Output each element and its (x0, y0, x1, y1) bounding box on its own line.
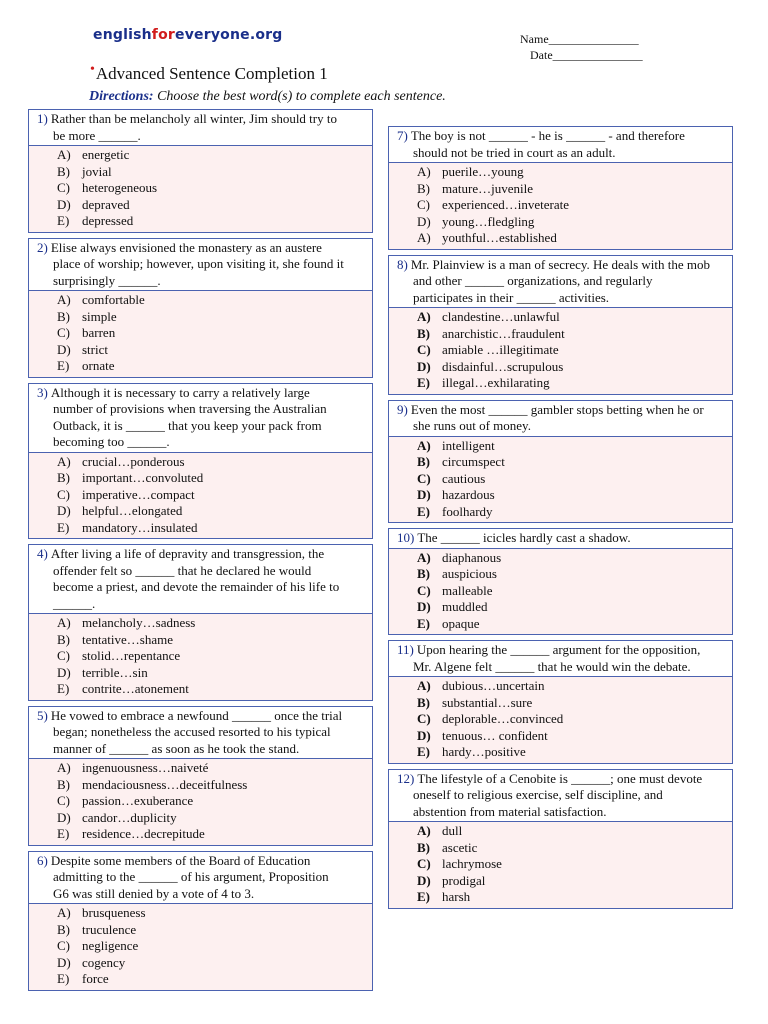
option-text: disdainful…scrupulous (442, 358, 564, 374)
answer-options (388, 677, 733, 764)
option-text: circumspect (442, 454, 505, 469)
answer-options (28, 614, 373, 701)
answer-option[interactable] (417, 616, 732, 633)
question-text: Although it is necessary to carry a relatively large (50, 384, 310, 400)
option-letter: D) (57, 503, 71, 518)
option-text: muddled (442, 599, 488, 614)
page-title-text: Advanced Sentence Completion 1 (95, 64, 328, 83)
option-text: malleable (442, 582, 493, 598)
option-letter: C) (57, 180, 70, 195)
option-text: prodigal (442, 872, 486, 888)
question-line (37, 111, 366, 128)
directions-text: Choose the best word(s) to complete each sentence. (157, 89, 446, 104)
answer-option[interactable] (417, 566, 732, 583)
option-letter: C) (417, 856, 431, 871)
answer-option[interactable] (57, 905, 372, 922)
option-text: heterogeneous (82, 180, 158, 195)
option-letter: C) (57, 793, 70, 808)
answer-options (388, 822, 733, 909)
question-line: participates in their ______ activities. (413, 289, 610, 305)
question-stem (28, 109, 373, 146)
option-letter: A) (57, 615, 71, 630)
question-stem (388, 126, 733, 163)
question-stem (28, 706, 373, 760)
option-text: brusqueness (82, 905, 146, 920)
question-text: The boy is not ______ - he is ______ - and therefore (410, 128, 685, 143)
answer-option[interactable] (57, 503, 372, 520)
question-text: He vowed to embrace a newfound ______ once the trial (50, 707, 343, 723)
answer-option[interactable] (57, 342, 372, 359)
question-line: G6 was still denied by a vote of 4 to 3. (53, 885, 255, 901)
option-letter: E) (57, 213, 70, 228)
option-text: intelligent (442, 437, 495, 453)
option-text: deplorable…convinced (442, 711, 564, 726)
option-letter: A) (417, 164, 431, 179)
question-stem (28, 544, 373, 614)
option-text: dull (442, 823, 463, 838)
option-letter: D) (57, 341, 71, 357)
answer-option[interactable] (417, 823, 732, 840)
option-text: force (82, 971, 109, 986)
option-letter: E) (417, 503, 430, 519)
question-number: 3) (37, 384, 48, 400)
question-12 (388, 769, 733, 909)
option-text: helpful…elongated (82, 503, 183, 518)
name-date-block (520, 31, 643, 63)
option-letter: C) (417, 711, 431, 726)
answer-option[interactable] (417, 438, 732, 455)
question-line (397, 257, 726, 274)
answer-option[interactable] (57, 180, 372, 197)
option-text: ornate (82, 358, 115, 373)
question-line (397, 128, 726, 145)
question-number: 9) (397, 401, 408, 417)
option-letter: A) (57, 292, 71, 307)
question-5 (28, 706, 373, 846)
option-letter: D) (417, 213, 431, 229)
question-stem (388, 255, 733, 309)
answer-option[interactable] (57, 520, 372, 537)
answer-option[interactable] (57, 358, 372, 375)
question-text: Elise always envisioned the monastery as an austere (50, 239, 322, 255)
answer-option[interactable] (417, 856, 732, 873)
option-letter: B) (57, 308, 70, 324)
question-number: 12) (397, 770, 415, 786)
question-line: offender felt so ______ that he declared he would (53, 562, 312, 578)
question-line: admitting to the ______ of his argument, Proposition (53, 869, 329, 884)
question-stem (28, 238, 373, 292)
option-text: young…fledgling (442, 213, 535, 229)
option-letter: B) (417, 839, 430, 855)
question-number: 10) (397, 530, 415, 545)
option-letter: A) (57, 905, 71, 920)
option-letter: D) (417, 727, 431, 743)
question-stem (388, 528, 733, 549)
option-text: illegal…exhilarating (442, 375, 550, 390)
question-line: number of provisions when traversing the Australian (53, 401, 327, 416)
question-number: 8) (397, 256, 408, 272)
question-3 (28, 383, 373, 540)
question-text: The ______ icicles hardly cast a shadow. (417, 530, 631, 545)
option-letter: D) (417, 872, 431, 888)
answer-option[interactable] (57, 938, 372, 955)
option-letter: E) (57, 971, 70, 986)
option-text: puerile…young (442, 164, 524, 179)
answer-option[interactable] (417, 230, 732, 247)
option-text: depressed (82, 213, 134, 228)
answer-option[interactable] (57, 213, 372, 230)
answer-option[interactable] (57, 309, 372, 326)
option-text: harsh (442, 889, 471, 904)
answer-option[interactable] (57, 487, 372, 504)
option-letter: B) (417, 454, 430, 469)
answer-option[interactable] (57, 681, 372, 698)
answer-option[interactable] (57, 632, 372, 649)
question-number: 5) (37, 707, 48, 723)
option-letter: D) (417, 487, 431, 502)
question-stem (28, 383, 373, 453)
question-text: Despite some members of the Board of Education (50, 852, 311, 868)
question-line (37, 708, 366, 725)
answer-option[interactable] (417, 744, 732, 761)
option-text: hardy…positive (442, 744, 526, 759)
question-stem (388, 400, 733, 437)
answer-option[interactable] (57, 615, 372, 632)
question-line: place of worship; however, upon visiting it, she found it (53, 256, 344, 271)
option-letter: A) (417, 230, 431, 245)
option-letter: D) (57, 954, 71, 970)
answer-option[interactable] (57, 197, 372, 214)
answer-option[interactable] (417, 164, 732, 181)
answer-option[interactable] (417, 728, 732, 745)
option-text: mandatory…insulated (82, 519, 198, 535)
question-stem (28, 851, 373, 905)
option-letter: C) (57, 486, 70, 502)
option-text: mature…juvenile (442, 180, 533, 196)
option-letter: B) (57, 921, 70, 937)
date-line: Date_______________ (530, 48, 643, 62)
answer-option[interactable] (417, 583, 732, 600)
question-line: oneself to religious exercise, self discipline, and (413, 787, 663, 802)
answer-option[interactable] (57, 777, 372, 794)
option-letter: A) (57, 453, 71, 469)
option-letter: E) (417, 889, 430, 904)
answer-option[interactable] (417, 471, 732, 488)
answer-option[interactable] (417, 873, 732, 890)
option-letter: C) (417, 342, 431, 357)
question-line: she runs out of money. (413, 418, 531, 433)
question-7 (388, 126, 733, 250)
answer-option[interactable] (417, 342, 732, 359)
option-text: residence…decrepitude (82, 826, 205, 841)
question-line (37, 853, 366, 870)
option-letter: C) (417, 582, 431, 598)
option-letter: C) (417, 197, 430, 212)
option-text: tenuous… confident (442, 727, 548, 743)
answer-option[interactable] (417, 599, 732, 616)
question-text: Upon hearing the ______ argument for the opposition, (416, 642, 701, 657)
answer-option[interactable] (417, 375, 732, 392)
question-line (397, 771, 726, 788)
option-letter: A) (417, 549, 431, 565)
option-letter: E) (57, 681, 70, 696)
question-text: Rather than be melancholy all winter, Jim should try to (50, 111, 337, 126)
option-letter: D) (417, 599, 431, 614)
option-text: experienced…inveterate (442, 197, 570, 212)
option-text: clandestine…unlawful (442, 309, 560, 324)
option-text: amiable …illegitimate (442, 342, 559, 357)
answer-options (28, 759, 373, 846)
answer-option[interactable] (417, 181, 732, 198)
question-line: Mr. Algene felt ______ that he would win the debate. (413, 658, 691, 674)
answer-option[interactable] (57, 810, 372, 827)
option-text: tentative…shame (82, 631, 173, 647)
answer-options (28, 904, 373, 991)
answer-option[interactable] (417, 840, 732, 857)
option-letter: A) (57, 147, 71, 162)
option-text: depraved (82, 196, 130, 212)
option-text: youthful…established (442, 230, 557, 245)
answer-option[interactable] (57, 922, 372, 939)
name-line: Name_______________ (520, 32, 639, 46)
option-text: jovial (82, 163, 112, 179)
option-letter: E) (57, 826, 70, 841)
answer-options (388, 437, 733, 524)
option-letter: E) (417, 615, 430, 631)
question-line: Outback, it is ______ that you keep your pack from (53, 417, 322, 433)
option-letter: D) (57, 809, 71, 825)
answer-option[interactable] (417, 889, 732, 906)
site-logo-part-b: everyone.org (175, 27, 283, 43)
question-line (397, 402, 726, 419)
option-letter: B) (57, 470, 70, 485)
answer-option[interactable] (57, 793, 372, 810)
answer-option[interactable] (417, 454, 732, 471)
answer-options (388, 163, 733, 250)
question-6 (28, 851, 373, 991)
question-line: abstention from material satisfaction. (413, 803, 607, 819)
question-stem (388, 769, 733, 823)
directions (89, 89, 446, 105)
question-line: should not be tried in court as an adult. (413, 144, 616, 160)
answer-option[interactable] (417, 504, 732, 521)
option-text: mendaciousness…deceitfulness (82, 776, 248, 792)
option-letter: B) (57, 776, 70, 792)
question-line: be more ______. (53, 127, 141, 143)
answer-options (388, 308, 733, 395)
answer-option[interactable] (57, 760, 372, 777)
answer-option[interactable] (57, 147, 372, 164)
question-2 (28, 238, 373, 378)
question-line (37, 546, 366, 563)
answer-options (28, 453, 373, 540)
answer-option[interactable] (57, 971, 372, 988)
option-letter: C) (57, 325, 70, 340)
option-text: contrite…atonement (82, 681, 189, 696)
option-text: hazardous (442, 487, 495, 502)
answer-option[interactable] (57, 292, 372, 309)
left-column (28, 109, 373, 996)
question-9 (388, 400, 733, 524)
option-letter: D) (57, 664, 71, 680)
option-letter: E) (57, 358, 70, 373)
question-10 (388, 528, 733, 635)
option-letter: B) (57, 163, 70, 179)
option-letter: A) (417, 437, 431, 453)
question-stem (388, 640, 733, 677)
question-number: 6) (37, 852, 48, 868)
answer-option[interactable] (417, 197, 732, 214)
question-number: 1) (37, 111, 48, 126)
option-letter: E) (417, 744, 430, 759)
option-text: auspicious (442, 566, 497, 581)
answer-option[interactable] (57, 164, 372, 181)
option-letter: C) (57, 648, 70, 663)
option-text: strict (82, 341, 108, 357)
answer-option[interactable] (417, 678, 732, 695)
question-text: Even the most ______ gambler stops betting when he or (410, 401, 704, 417)
option-letter: E) (57, 519, 70, 535)
question-line (397, 642, 726, 659)
option-letter: E) (417, 375, 430, 390)
question-line: become a priest, and devote the remainder of his life to (53, 579, 340, 594)
question-text: The lifestyle of a Cenobite is ______; one must devote (417, 770, 703, 786)
option-text: cautious (442, 470, 486, 486)
option-text: passion…exuberance (82, 793, 194, 808)
question-4 (28, 544, 373, 701)
question-line: ______. (53, 595, 96, 611)
question-line: began; nonetheless the accused resorted to his typical (53, 724, 331, 739)
option-text: anarchistic…fraudulent (442, 325, 565, 341)
option-text: cogency (82, 954, 126, 970)
option-text: truculence (82, 921, 137, 937)
site-logo: englishforeveryone.org (93, 27, 283, 43)
option-text: comfortable (82, 292, 145, 307)
answer-option[interactable] (57, 648, 372, 665)
option-letter: D) (417, 358, 431, 374)
option-text: imperative…compact (82, 486, 195, 502)
answer-option[interactable] (417, 309, 732, 326)
option-text: simple (82, 308, 117, 324)
option-text: lachrymose (442, 856, 502, 871)
question-number: 2) (37, 239, 48, 255)
option-letter: A) (57, 760, 71, 775)
answer-option[interactable] (57, 454, 372, 471)
answer-option[interactable] (57, 470, 372, 487)
option-text: opaque (442, 615, 480, 631)
answer-option[interactable] (417, 359, 732, 376)
option-letter: C) (417, 470, 431, 486)
answer-options (388, 549, 733, 636)
answer-option[interactable] (417, 214, 732, 231)
directions-label: Directions: (89, 89, 154, 104)
question-line: becoming too ______. (53, 434, 170, 449)
option-letter: B) (417, 325, 430, 341)
answer-option[interactable] (417, 711, 732, 728)
answer-option[interactable] (57, 826, 372, 843)
question-line: manner of ______ as soon as he took the stand. (53, 740, 300, 756)
option-text: crucial…ponderous (82, 453, 185, 469)
option-text: barren (82, 325, 116, 340)
option-letter: B) (417, 566, 430, 581)
option-text: stolid…repentance (82, 648, 181, 663)
option-text: terrible…sin (82, 664, 148, 680)
option-text: melancholy…sadness (82, 615, 196, 630)
answer-option[interactable] (417, 326, 732, 343)
option-text: dubious…uncertain (442, 678, 545, 693)
option-letter: C) (57, 938, 70, 953)
option-text: important…convoluted (82, 470, 204, 485)
question-line: surprisingly ______. (53, 272, 161, 288)
option-text: foolhardy (442, 503, 493, 519)
question-1 (28, 109, 373, 233)
question-text: Mr. Plainview is a man of secrecy. He deals with the mob (410, 256, 711, 272)
answer-option[interactable] (57, 325, 372, 342)
question-line (37, 385, 366, 402)
option-letter: B) (417, 180, 430, 196)
question-8 (388, 255, 733, 395)
option-letter: B) (57, 631, 70, 647)
question-line: and other ______ organizations, and regularly (413, 273, 653, 288)
answer-options (28, 146, 373, 233)
question-line (397, 530, 726, 547)
option-text: candor…duplicity (82, 809, 177, 825)
option-text: substantial…sure (442, 694, 533, 710)
question-number: 11) (397, 642, 414, 657)
option-text: ascetic (442, 839, 478, 855)
answer-option[interactable] (417, 550, 732, 567)
question-text: After living a life of depravity and transgression, the (50, 546, 325, 561)
page-title (90, 64, 328, 84)
right-column (388, 126, 733, 914)
option-text: ingenuousness…naiveté (82, 760, 209, 775)
answer-option[interactable] (57, 955, 372, 972)
question-line (37, 240, 366, 257)
option-text: diaphanous (442, 549, 502, 565)
option-letter: A) (417, 823, 431, 838)
option-letter: D) (57, 196, 71, 212)
answer-option[interactable] (417, 695, 732, 712)
question-number: 4) (37, 546, 48, 561)
option-text: negligence (82, 938, 139, 953)
option-letter: A) (417, 678, 431, 693)
answer-options (28, 291, 373, 378)
answer-option[interactable] (57, 665, 372, 682)
title-bullet-icon: • (90, 62, 95, 77)
question-number: 7) (397, 128, 408, 143)
option-text: energetic (82, 147, 130, 162)
answer-option[interactable] (417, 487, 732, 504)
option-letter: A) (417, 309, 431, 324)
option-letter: B) (417, 694, 430, 710)
question-11 (388, 640, 733, 764)
